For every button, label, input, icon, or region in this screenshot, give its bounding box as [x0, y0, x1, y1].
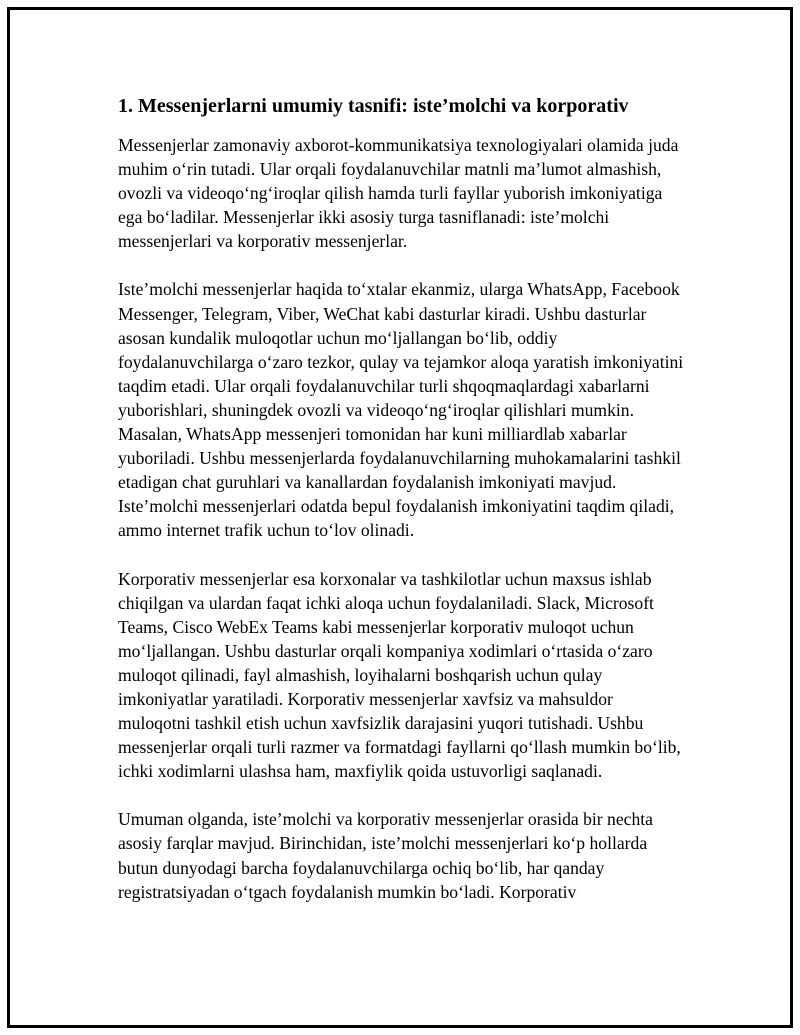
document-body — [118, 93, 688, 928]
paragraph-consumer-messengers: Iste’molchi messenjerlar haqida toʻxtalar ekanmiz, ularga WhatsApp, Facebook Messenger, Telegram, Viber, WeChat kabi dasturlar kiradi. Ushbu dasturlar asosan kundalik muloqotlar uchun moʻljallangan boʻlib, oddiy foydalanuvchilarga oʻzaro tezkor, qulay va tejamkor aloqa yaratish imkoniyatini taqdim etadi. Ular orqali foydalanuvchilar turli shqoqmaqlardagi xabarlarni yuborishlari, shuningdek ovozli va videoqoʻngʻiroqlar qilishlari mumkin. Masalan, WhatsApp messenjeri tomonidan har kuni milliardlab xabarlar yuboriladi. Ushbu messenjerlarda foydalanuvchilarning muhokamalarini tashkil etadigan chat guruhlari va kanallardan foydalanish imkoniyati mavjud. Iste’molchi messenjerlari odatda bepul foydalanish imkoniyatini taqdim qiladi, ammo internet trafik uchun toʻlov olinadi. — [118, 279, 684, 541]
section-heading: 1. Messenjerlarni umumiy tasnifi: iste’molchi va korporativ — [118, 95, 629, 117]
paragraph-intro: Messenjerlar zamonaviy axborot-kommunikatsiya texnologiyalari olamida juda muhim oʻrin tutadi. Ular orqali foydalanuvchilar matnli ma’lumot almashish, ovozli va videoqoʻngʻiroqlar qilish hamda turli fayllar yuborish imkoniyatiga ega boʻladilar. Messenjerlar ikki asosiy turga tasniflanadi: iste’molchi messenjerlari va korporativ messenjerlar. — [118, 135, 679, 252]
paragraph-corporate-messengers: Korporativ messenjerlar esa korxonalar va tashkilotlar uchun maxsus ishlab chiqilgan va ulardan faqat ichki aloqa uchun foydalaniladi. Slack, Microsoft Teams, Cisco WebEx Teams kabi messenjerlar korporativ muloqot uchun moʻljallangan. Ushbu dasturlar orqali kompaniya xodimlari oʻrtasida oʻzaro muloqot qilinadi, fayl almashish, loyihalarni boshqarish uchun qulay imkoniyatlar yaratiladi. Korporativ messenjerlar xavfsiz va mahsuldor muloqotni tashkil etish uchun xavfsizlik darajasini yuqori tutishadi. Ushbu messenjerlar orqali turli razmer va formatdagi fayllarni qoʻllash mumkin boʻlib, ichki xodimlarni ulashsa ham, maxfiylik qoida ustuvorligi saqlanadi. — [118, 568, 681, 782]
paragraph-differences: Umuman olganda, iste’molchi va korporativ messenjerlar orasida bir nechta asosiy farqlar mavjud. Birinchidan, iste’molchi messenjerlari koʻp hollarda butun dunyodagi barcha foydalanuvchilarga ochiq boʻlib, har qanday registratsiyadan oʻtgach foydalanish mumkin boʻladi. Korporativ — [118, 809, 653, 902]
